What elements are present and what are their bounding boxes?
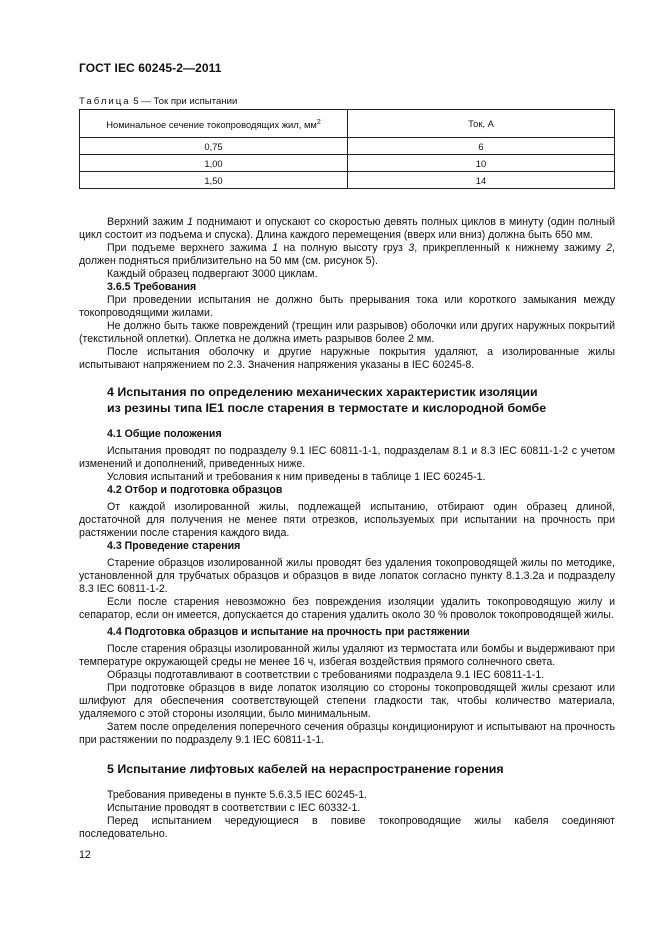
cell-section: 1,00: [80, 155, 348, 172]
section-heading: 4 Испытания по определению механических характеристик изоляции из резины типа IE1 после старения в термостате и кислородной бомбе: [107, 385, 547, 415]
col-header-current: Ток, А: [348, 110, 615, 138]
paragraph: Не должно быть также повреждений (трещин или разрывов) оболочки или других наружных покрытий (текстильной оплетки). Оплетка не должна иметь разрывов более 2 мм.: [79, 320, 615, 345]
table-row: [80, 172, 615, 189]
cell-section: 1,50: [80, 172, 348, 189]
paragraph: После старения образцы изолированной жилы удаляют из термостата или бомбы и выдерживают при температуре окружающей среды не менее 16 ч, избегая воздействия прямого солнечного света.: [79, 643, 615, 668]
paragraph: Если после старения невозможно без повреждения изоляции удалить токопроводящую жилу и сепаратор, если он имеется, допускается до старения удалить около 30 % проволок токопроводящей жилы.: [79, 596, 615, 621]
table-header-row: [80, 110, 615, 138]
subsection-heading: 4.1 Общие положения: [107, 428, 222, 440]
paragraph: Образцы подготавливают в соответствии с требованиями подраздела 9.1 IEC 60811-1-1.: [107, 669, 545, 681]
paragraph: При проведении испытания не должно быть прерывания тока или короткого замыкания между токопроводящими жилами.: [79, 294, 615, 319]
table-caption-prefix: Таблица: [79, 96, 131, 107]
section-heading: 5 Испытание лифтовых кабелей на нераспространение горения: [107, 762, 504, 776]
document-body: [79, 216, 615, 841]
paragraph: Условия испытаний и требования к ним приведены в таблице 1 IEC 60245-1.: [107, 471, 486, 483]
col-header-section: Номинальное сечение токопроводящих жил, $мм^2$: [80, 110, 348, 138]
page-number: 12: [79, 849, 91, 861]
cell-current: 6: [348, 138, 615, 155]
paragraph: После испытания оболочку и другие наружные покрытия удаляют, а изолированные жилы испытывают напряжением по 2.3. Значения напряжения указаны в IEC 60245-8.: [79, 346, 615, 371]
test-current-table: [79, 109, 615, 189]
table-row: [80, 155, 615, 172]
document-header: ГОСТ IEC 60245-2—2011: [79, 61, 222, 75]
cell-current: 10: [348, 155, 615, 172]
cell-section: 0,75: [80, 138, 348, 155]
table-caption: [79, 95, 237, 108]
subsection-heading: 4.4 Подготовка образцов и испытание на прочность при растяжении: [107, 626, 470, 638]
paragraph: Затем после определения поперечного сечения образцы кондиционируют и испытывают на прочность при растяжении по подразделу 9.1 IEC 60811-1-1.: [79, 721, 615, 746]
paragraph: При подъеме верхнего зажима 1 на полную высоту груз 3, прикрепленный к нижнему зажиму 2, должен подняться приблизительно на 50 мм (см. рисунок 5).: [79, 242, 615, 267]
subsection-heading: 4.2 Отбор и подготовка образцов: [107, 484, 283, 496]
paragraph: От каждой изолированной жилы, подлежащей испытанию, отбирают один образец длиной, достаточной для получения не менее пяти отрезков, используемых при испытании на прочность при растяжении после старения каждого вида.: [79, 501, 615, 539]
paragraph: Старение образцов изолированной жилы проводят без удаления токопроводящей жилы по методике, установленной для трубчатых образцов и образцов в виде лопаток согласно пункту 8.1.3.2а и подразделу 8.3 IEC 60811-1-2.: [79, 557, 615, 595]
cell-current: 14: [348, 172, 615, 189]
table-row: [80, 138, 615, 155]
paragraph: Каждый образец подвергают 3000 циклам.: [107, 268, 318, 280]
paragraph: Требования приведены в пункте 5.6.3.5 IEC 60245-1.: [107, 789, 368, 801]
table-caption-text: 5 — Ток при испытании: [130, 96, 238, 107]
subsection-heading: 4.3 Проведение старения: [107, 540, 241, 552]
paragraph: При подготовке образцов в виде лопаток изоляцию со стороны токопроводящей жилы срезают или шлифуют для обеспечения соответствующей степени гладкости так, чтобы количество материала, удаляемого с этой стороны изоляции, было минимальным.: [79, 682, 615, 720]
paragraph: Испытание проводят в соответствии с IEC 60332-1.: [107, 802, 361, 814]
paragraph: Испытания проводят по подразделу 9.1 IEC 60811-1-1, подразделам 8.1 и 8.3 IEC 60811-1-2 с учетом изменений и дополнений, приведенных ниже.: [79, 445, 615, 470]
paragraph: Перед испытанием чередующиеся в повиве токопроводящие жилы кабеля соединяют последовательно.: [79, 815, 615, 840]
subsection-heading: 3.6.5 Требования: [107, 281, 197, 293]
paragraph: Верхний зажим 1 поднимают и опускают со скоростью девять полных циклов в минуту (один полный цикл состоит из подъема и спуска). Длина каждого перемещения (вверх или вниз) должна быть 650 мм.: [79, 216, 615, 241]
